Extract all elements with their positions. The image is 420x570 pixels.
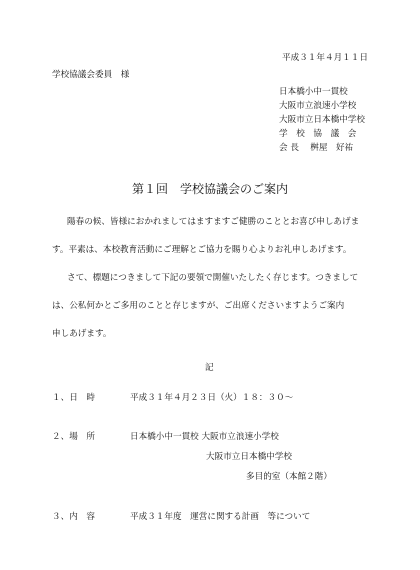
place-label: ２、場 所 xyxy=(52,432,95,442)
ki-heading: 記 xyxy=(205,363,214,373)
content-value: 平成３１年度 運営に関する計画 等について xyxy=(130,512,311,522)
sender-line-4: 学 校 協 議 会 xyxy=(279,129,357,139)
place-line-3: 多目的室（本館２階） xyxy=(246,472,332,482)
place-line-2: 大阪市立日本橋中学校 xyxy=(206,452,292,462)
letter-date: 平成３１年４月１１日 xyxy=(282,53,368,63)
sender-line-2: 大阪市立浪速小学校 xyxy=(279,101,357,111)
date-value: 平成３１年４月２３日（火）１８：３０～ xyxy=(130,393,294,403)
body-line-5: 申しあげます。 xyxy=(52,329,112,339)
sender-line-3: 大阪市立日本橋中学校 xyxy=(279,115,365,125)
body-line-2: す。平素は、本校教育活動にご理解とご協力を賜り心よりお礼申しあげます。 xyxy=(52,245,352,255)
body-line-3: さて、標題につきまして下記の要領で開催いたしたく存じます。つきまして xyxy=(67,273,359,283)
place-line-1: 日本橋小中一貫校 大阪市立浪速小学校 xyxy=(130,432,279,442)
addressee: 学校協議会委員 様 xyxy=(52,70,130,80)
body-line-1: 陽春の候、皆様におかれましてはますますご健勝のこととお喜び申しあげま xyxy=(67,217,360,227)
date-label: １、日 時 xyxy=(52,393,95,403)
sender-line-1: 日本橋小中一貫校 xyxy=(279,87,348,97)
content-label: ３、内 容 xyxy=(52,512,95,522)
body-line-4: は、公私何かとご多用のことと存じますが、ご出席くださいますようご案内 xyxy=(52,301,345,311)
sender-line-5: 会 長 桝屋 好祐 xyxy=(279,143,354,153)
page-title: 第１回 学校協議会のご案内 xyxy=(131,182,288,196)
